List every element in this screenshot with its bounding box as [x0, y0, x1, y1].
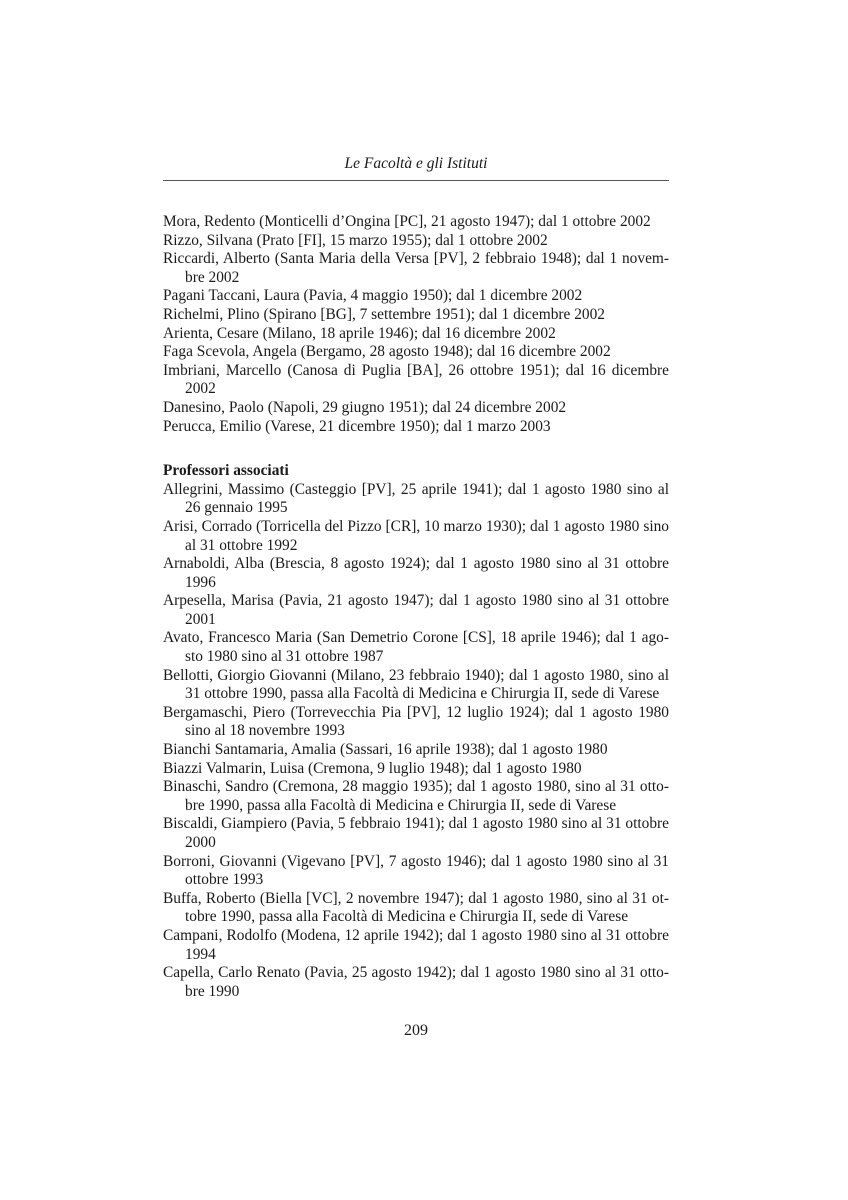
list-item: Avato, Francesco Maria (San Demetrio Corone [CS], 18 aprile 1946); dal 1 ago-sto 1980 sino al 31 ottobre 1987 — [163, 629, 669, 666]
running-head: Le Facoltà e gli Istituti — [344, 155, 488, 172]
list-item: Pagani Taccani, Laura (Pavia, 4 maggio 1950); dal 1 dicembre 2002 — [163, 287, 583, 305]
list-item: Campani, Rodolfo (Modena, 12 aprile 1942); dal 1 agosto 1980 sino al 31 ottobre 1994 — [163, 926, 669, 963]
list-item: Allegrini, Massimo (Casteggio [PV], 25 aprile 1941); dal 1 agosto 1980 sino al 26 gennaio 1995 — [163, 480, 669, 517]
list-item: Capella, Carlo Renato (Pavia, 25 agosto 1942); dal 1 agosto 1980 sino al 31 otto-bre 1990 — [163, 964, 669, 1000]
list-item: Arpesella, Marisa (Pavia, 21 agosto 1947); dal 1 agosto 1980 sino al 31 ottobre 2001 — [163, 592, 669, 628]
list-item: Arienta, Cesare (Milano, 18 aprile 1946); dal 16 dicembre 2002 — [163, 324, 556, 342]
section-heading-associati: Professori associati — [163, 462, 289, 480]
ordinari-list — [163, 213, 669, 436]
list-item: Danesino, Paolo (Napoli, 29 giugno 1951); dal 24 dicembre 2002 — [163, 398, 567, 416]
list-item: Buffa, Roberto (Biella [VC], 2 novembre 1947); dal 1 agosto 1980, sino al 31 ot-tobre 1990, passa alla Facoltà di Medicina e Chirurgia II, sede di Varese — [163, 889, 669, 926]
list-item: Rizzo, Silvana (Prato [FI], 15 marzo 1955); dal 1 ottobre 2002 — [163, 231, 548, 249]
page-number: 209 — [404, 1022, 428, 1039]
list-item: Arnaboldi, Alba (Brescia, 8 agosto 1924); dal 1 agosto 1980 sino al 31 ottobre 1996 — [163, 555, 669, 591]
list-item: Bergamaschi, Piero (Torrevecchia Pia [PV], 12 luglio 1924); dal 1 agosto 1980 sino al 18 novembre 1993 — [163, 703, 669, 740]
list-item: Biscaldi, Giampiero (Pavia, 5 febbraio 1941); dal 1 agosto 1980 sino al 31 ottobre 2000 — [163, 815, 669, 851]
page-body — [163, 213, 669, 1001]
list-item: Arisi, Corrado (Torricella del Pizzo [CR], 10 marzo 1930); dal 1 agosto 1980 sino al 31 ottobre 1992 — [163, 517, 669, 554]
list-item: Mora, Redento (Monticelli d’Ongina [PC], 21 agosto 1947); dal 1 ottobre 2002 — [163, 213, 651, 230]
list-item: Imbriani, Marcello (Canosa di Puglia [BA], 26 ottobre 1951); dal 16 dicembre 2002 — [163, 361, 669, 398]
list-item: Bellotti, Giorgio Giovanni (Milano, 23 febbraio 1940); dal 1 agosto 1980, sino al 31 ottobre 1990, passa alla Facoltà di Medicina e Chirurgia II, sede di Varese — [163, 666, 669, 703]
list-item: Borroni, Giovanni (Vigevano [PV], 7 agosto 1946); dal 1 agosto 1980 sino al 31 ottobre 1993 — [163, 852, 669, 889]
list-item: Binaschi, Sandro (Cremona, 28 maggio 1935); dal 1 agosto 1980, sino al 31 otto-bre 1990, passa alla Facoltà di Medicina e Chirurgia II, sede di Varese — [163, 778, 669, 814]
list-item: Perucca, Emilio (Varese, 21 dicembre 1950); dal 1 marzo 2003 — [163, 417, 551, 435]
list-item: Bianchi Santamaria, Amalia (Sassari, 16 aprile 1938); dal 1 agosto 1980 — [163, 741, 608, 759]
associati-list — [163, 481, 669, 1002]
list-item: Biazzi Valmarin, Luisa (Cremona, 9 luglio 1948); dal 1 agosto 1980 — [163, 759, 582, 777]
list-item: Faga Scevola, Angela (Bergamo, 28 agosto 1948); dal 16 dicembre 2002 — [163, 343, 611, 361]
header-rule — [163, 180, 669, 181]
list-item: Riccardi, Alberto (Santa Maria della Versa [PV], 2 febbraio 1948); dal 1 novem-bre 2002 — [163, 250, 669, 286]
list-item: Richelmi, Plino (Spirano [BG], 7 settembre 1951); dal 1 dicembre 2002 — [163, 305, 605, 323]
